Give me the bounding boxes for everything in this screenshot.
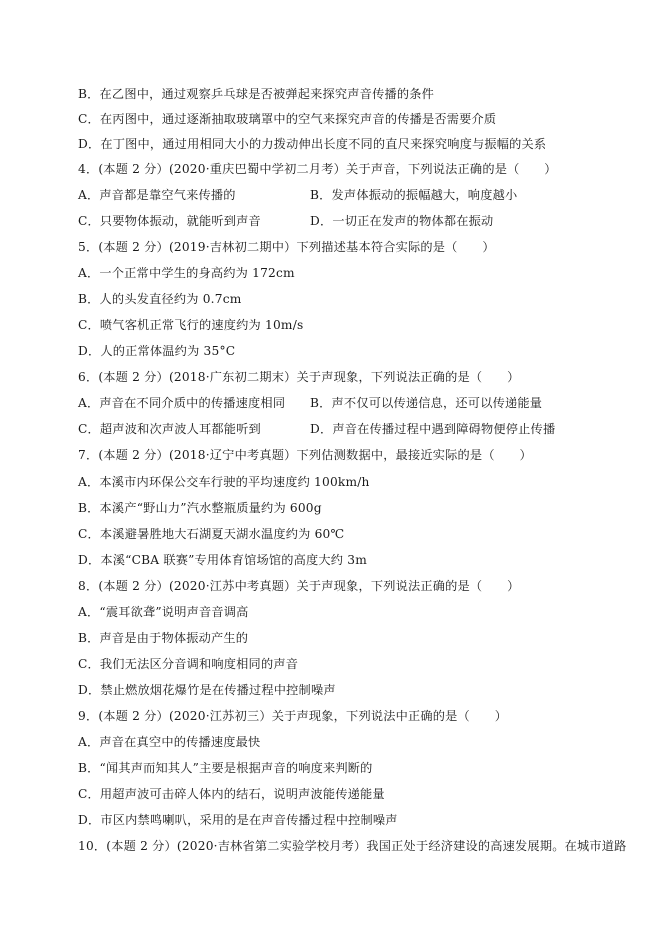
- q8-stem: 8．(本题 2 分）(2020·江苏中考真题）关于声现象，下列说法正确的是（ ）: [78, 579, 520, 593]
- q6-option-c: C．超声波和次声波人耳都能听到: [78, 422, 261, 436]
- q6-stem: 6．(本题 2 分）(2018·广东初二期末）关于声现象，下列说法正确的是（ ）: [78, 370, 520, 384]
- q5-option-b: B．人的头发直径约为 0.7cm: [78, 292, 242, 306]
- q3-option-c: C．在丙图中，通过逐渐抽取玻璃罩中的空气来探究声音的传播是否需要介质: [78, 112, 497, 126]
- q6-option-a: A．声音在不同介质中的传播速度相同: [78, 396, 286, 410]
- q9-option-c: C．用超声波可击碎人体内的结石，说明声波能传递能量: [78, 787, 385, 801]
- q8-option-a: A．“震耳欲聋”说明声音音调高: [78, 605, 249, 619]
- q7-option-a: A．本溪市内环保公交车行驶的平均速度约 100km/h: [78, 475, 370, 489]
- q8-option-c: C．我们无法区分音调和响度相同的声音: [78, 657, 299, 671]
- q10-stem: 10．(本题 2 分）(2020·吉林省第二实验学校月考）我国正处于经济建设的高速发展期。在城市道路: [78, 839, 627, 853]
- q9-stem: 9．(本题 2 分）(2020·江苏初三）关于声现象，下列说法中正确的是（ ）: [78, 709, 508, 723]
- q9-option-d: D．市区内禁鸣喇叭，采用的是在声音传播过程中控制噪声: [78, 813, 398, 827]
- q4-option-b: B．发声体振动的振幅越大，响度越小: [310, 188, 518, 202]
- q7-option-c: C．本溪避暑胜地大石湖夏天湖水温度约为 60℃: [78, 527, 345, 541]
- q8-option-b: B．声音是由于物体振动产生的: [78, 631, 249, 645]
- q4-stem: 4．(本题 2 分）(2020·重庆巴蜀中学初二月考）关于声音，下列说法正确的是（ ）: [78, 162, 557, 176]
- q4-option-c: C．只要物体振动，就能听到声音: [78, 214, 261, 228]
- q8-option-d: D．禁止燃放烟花爆竹是在传播过程中控制噪声: [78, 683, 336, 697]
- q6-option-b: B．声不仅可以传递信息，还可以传递能量: [310, 396, 543, 410]
- q9-option-a: A．声音在真空中的传播速度最快: [78, 735, 261, 749]
- q5-option-c: C．喷气客机正常飞行的速度约为 10m/s: [78, 318, 304, 332]
- q6-option-d: D．声音在传播过程中遇到障碍物便停止传播: [310, 422, 556, 436]
- q5-option-a: A．一个正常中学生的身高约为 172cm: [78, 266, 295, 280]
- q5-stem: 5．(本题 2 分）(2019·吉林初二期中）下列描述基本符合实际的是（ ）: [78, 240, 495, 254]
- q7-option-d: D．本溪“CBA 联赛”专用体育馆场馆的高度大约 3m: [78, 553, 367, 567]
- q7-stem: 7．(本题 2 分）(2018·辽宁中考真题）下列估测数据中，最接近实际的是（ ）: [78, 448, 532, 462]
- q3-option-d: D．在丁图中，通过用相同大小的力拨动伸出长度不同的直尺来探究响度与振幅的关系: [78, 137, 547, 151]
- q4-option-a: A．声音都是靠空气来传播的: [78, 188, 236, 202]
- q5-option-d: D．人的正常体温约为 35°C: [78, 344, 236, 358]
- q7-option-b: B．本溪产“野山力”汽水整瓶质量约为 600g: [78, 501, 322, 515]
- q3-option-b: B．在乙图中，通过观察乒乓球是否被弹起来探究声音传播的条件: [78, 87, 435, 101]
- q9-option-b: B．“闻其声而知其人”主要是根据声音的响度来判断的: [78, 761, 373, 775]
- q4-option-d: D．一切正在发声的物体都在振动: [310, 214, 494, 228]
